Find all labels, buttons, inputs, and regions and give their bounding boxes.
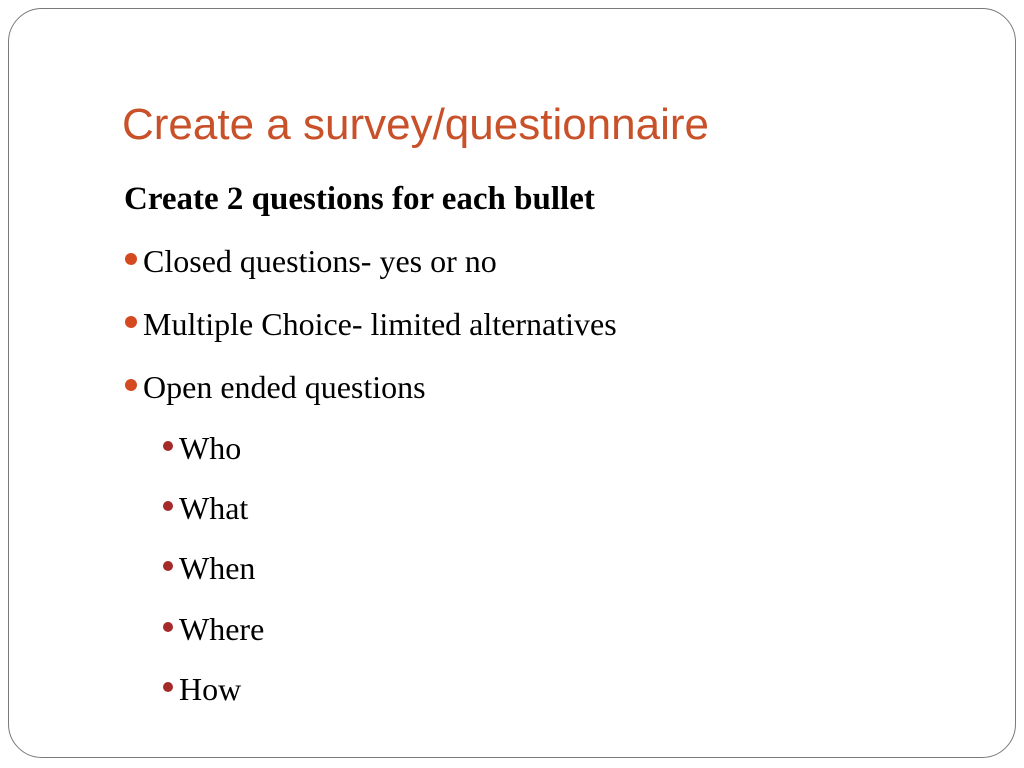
sub-bullet-text: Who <box>179 429 242 466</box>
sub-bullet-dot-icon <box>163 501 173 511</box>
bullet-item-closed <box>125 238 497 284</box>
sub-bullet-text: How <box>179 670 242 707</box>
sub-bullet-item-when <box>163 545 255 591</box>
sub-bullet-item-how <box>163 666 241 712</box>
slide-heading: Create 2 questions for each bullet <box>124 181 595 217</box>
sub-bullet-item-what <box>163 485 248 531</box>
bullet-item-open-ended <box>125 364 426 410</box>
bullet-text: Multiple Choice- limited alternatives <box>143 305 617 342</box>
sub-bullet-dot-icon <box>163 441 173 451</box>
bullet-text: Closed questions- yes or no <box>143 242 497 279</box>
sub-bullet-dot-icon <box>163 561 173 571</box>
slide-title: Create a survey/questionnaire <box>122 100 709 149</box>
sub-bullet-item-who <box>163 425 241 471</box>
slide <box>8 8 1016 758</box>
sub-bullet-item-where <box>163 606 264 652</box>
sub-bullet-text: What <box>179 489 249 526</box>
sub-bullet-dot-icon <box>163 682 173 692</box>
bullet-dot-icon <box>125 316 137 328</box>
bullet-text: Open ended questions <box>143 368 426 405</box>
bullet-item-multiple-choice <box>125 301 617 347</box>
sub-bullet-dot-icon <box>163 622 173 632</box>
sub-bullet-text: Where <box>179 610 265 647</box>
bullet-dot-icon <box>125 379 137 391</box>
bullet-dot-icon <box>125 253 137 265</box>
sub-bullet-text: When <box>179 549 256 586</box>
